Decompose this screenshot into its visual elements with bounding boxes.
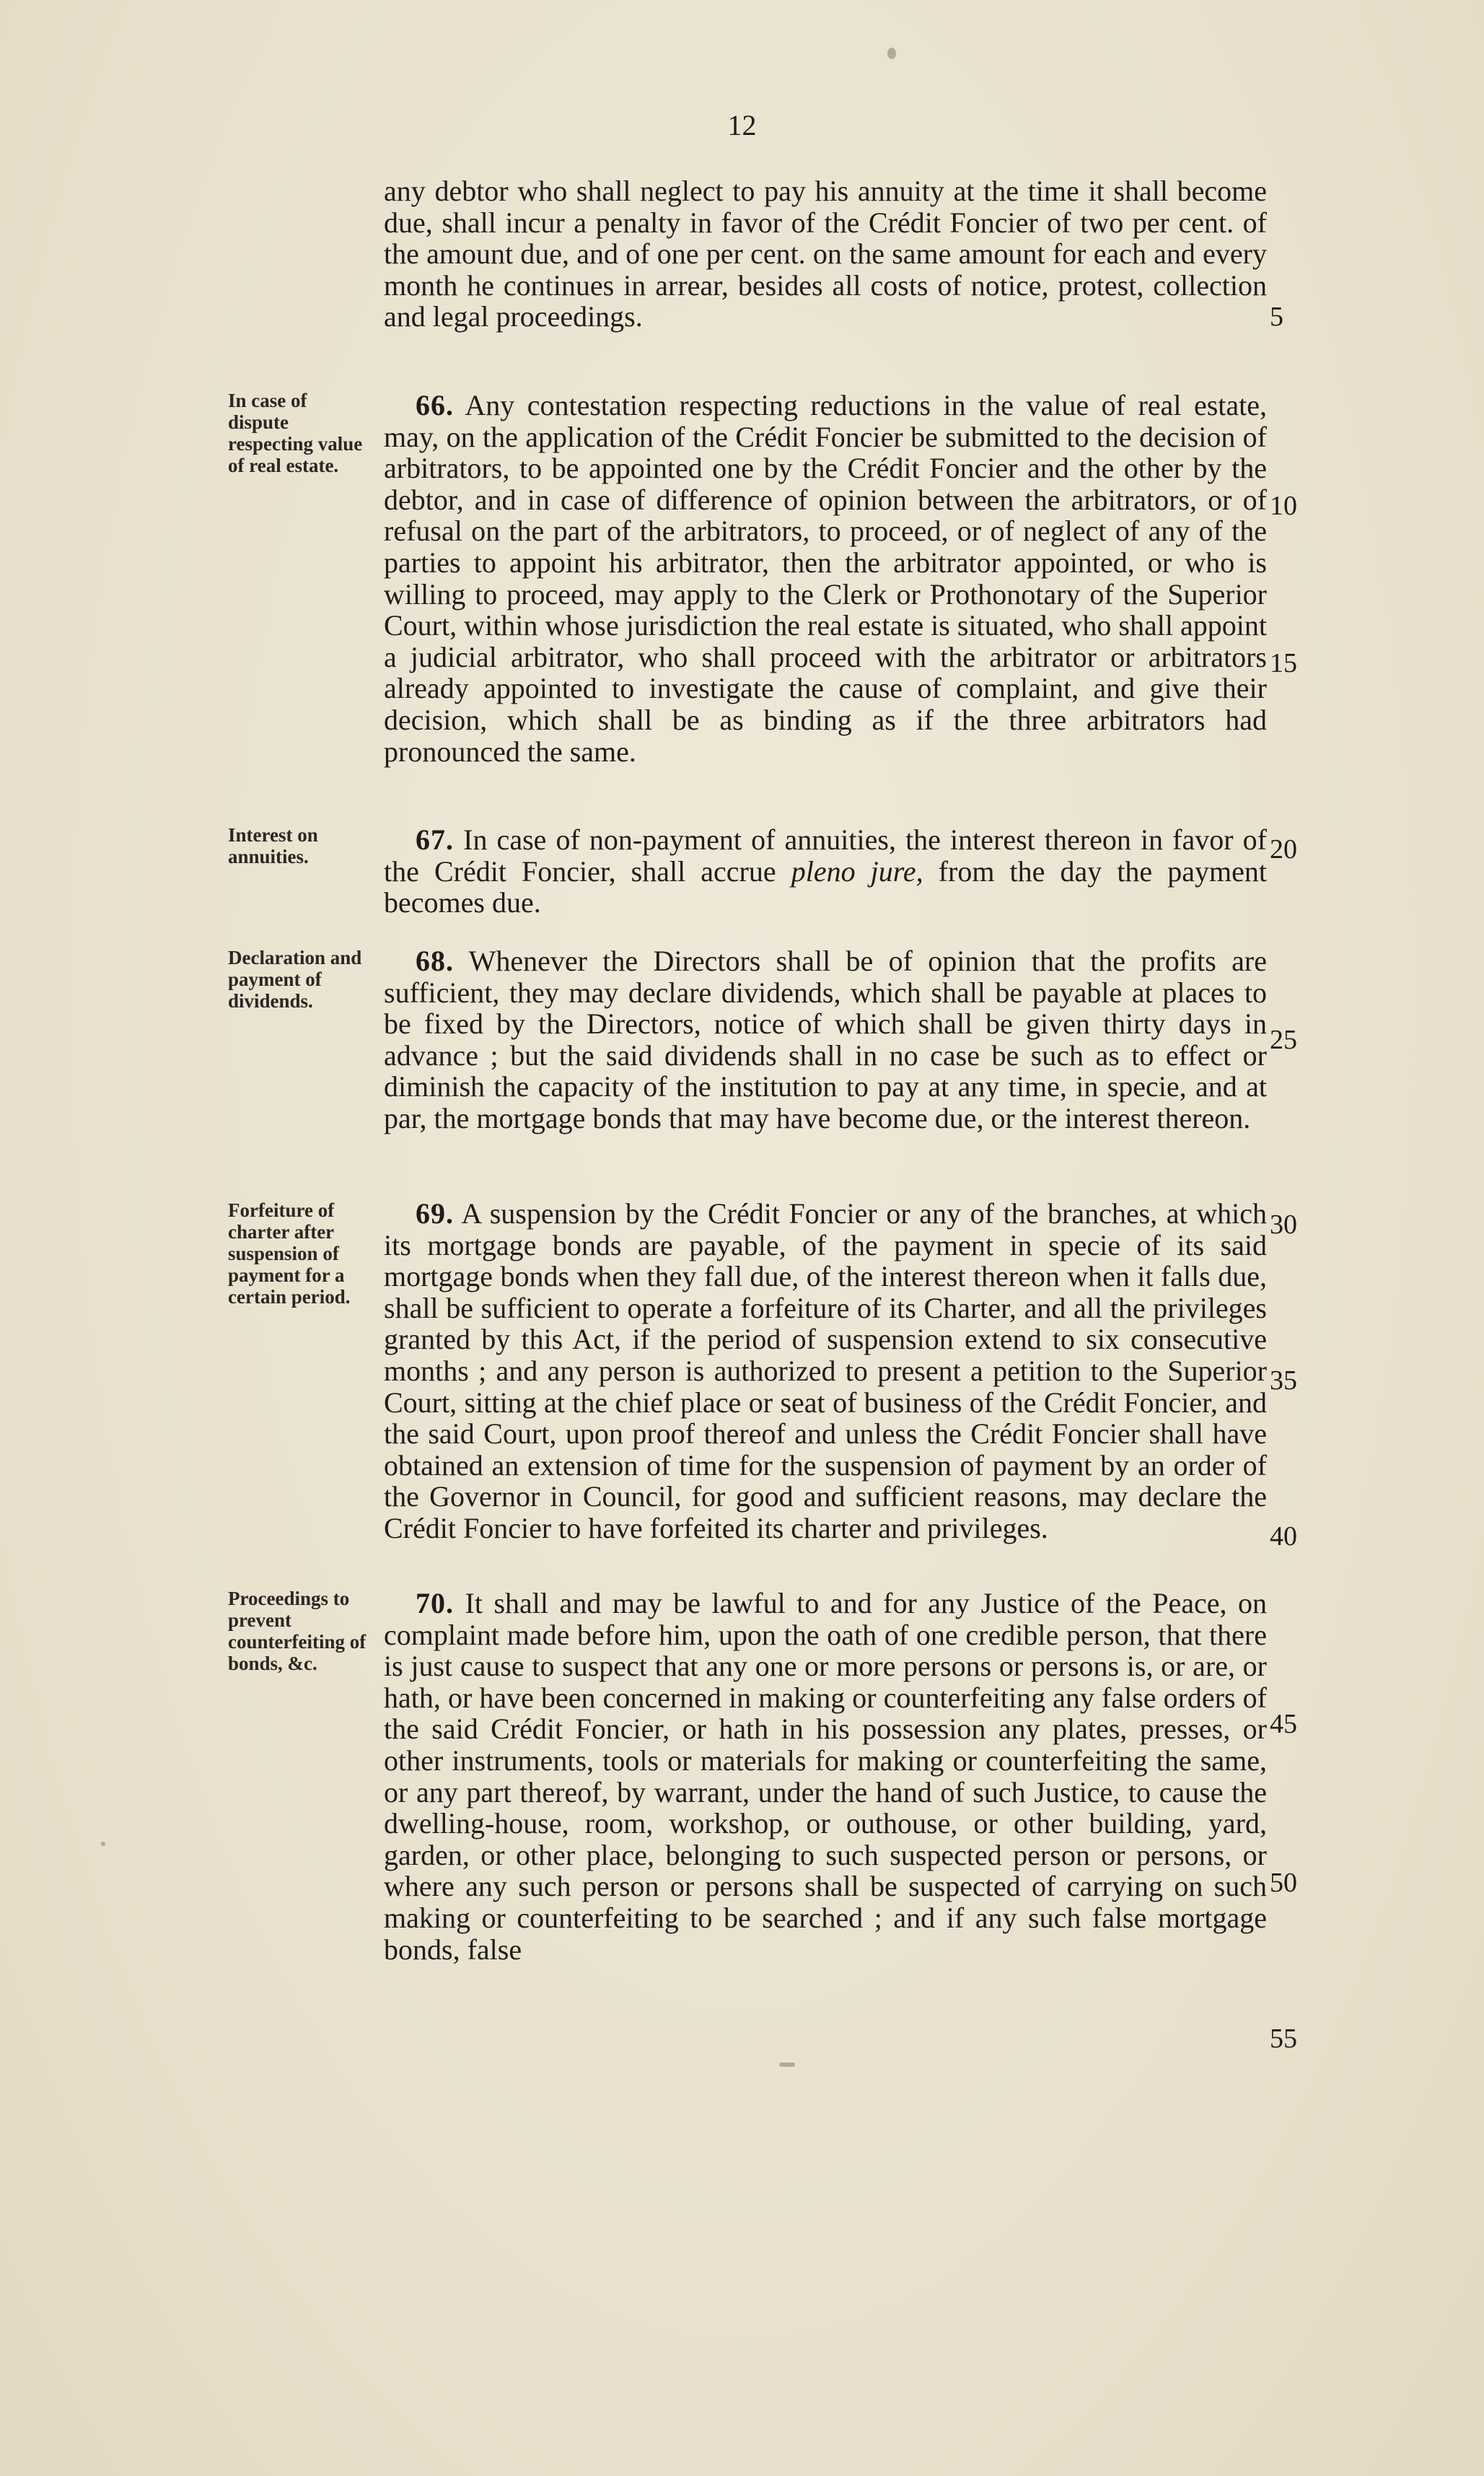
line-number-5: 5 (1270, 302, 1283, 332)
section-69 (384, 1198, 1267, 1544)
line-number-50: 50 (1270, 1868, 1297, 1898)
pleno-jure-italic: pleno jure, (791, 854, 923, 888)
paper-speck (101, 1842, 105, 1846)
section-text-66: Any contestation respecting reductions in the value of real estate, may, on the application of the Crédit Foncier be submitted to the decision of arbitrators, to be appointed one by the Crédit Foncier and the other by the debtor, and in case of difference of opinion between the arbitrators, or of refusal on the part of the arbitrators, to proceed, or of neglect of any of the parties to appoint his arbitrator, then the arbitrator appointed, or who is willing to proceed, may apply to the Clerk or Prothonotary of the Superior Court, within whose jurisdiction the real estate is situated, who shall appoint a judicial arbitrator, who shall proceed with the arbitrator or arbitrators already appointed to investigate the cause of complaint, and give their decision, which shall be as binding as if the three arbitrators had pronounced the same. (384, 389, 1267, 768)
section-text-68: Whenever the Directors shall be of opinion that the profits are sufficient, they may declare dividends, which shall be payable at places to be fixed by the Directors, notice of which shall be given thirty days in advance ; but the said dividends shall in no case be such as to effect or diminish the capacity of the institution to pay at any time, in specie, and at par, the mortgage bonds that may have become due, or the interest thereon. (384, 945, 1267, 1134)
paper-speck (887, 48, 896, 59)
section-66 (384, 390, 1267, 767)
section-67 (384, 824, 1267, 919)
line-number-10: 10 (1270, 491, 1297, 521)
margin-note-70: Proceedings to prevent counterfeiting of bonds, &c. (228, 1588, 366, 1674)
margin-note-68: Declaration and payment of dividends. (228, 947, 362, 1012)
paper-speck (779, 2062, 795, 2067)
section-number-66: 66. (416, 389, 454, 421)
section-number-68: 68. (416, 945, 454, 977)
section-text-67: In case of non-payment of annuities, the interest thereon in favor of the Crédit Foncier, shall accrue (384, 823, 1267, 888)
section-text-67-end: from the day the payment becomes due. (384, 854, 1267, 919)
section-number-69: 69. (416, 1197, 454, 1230)
line-number-20: 20 (1270, 834, 1297, 865)
section-number-67: 67. (416, 823, 454, 856)
section-text-70: It shall and may be lawful to and for any Justice of the Peace, on complaint made before him, upon the oath of one credible person, that there is just cause to suspect that any one or more persons or persons is, or are, or hath, or have been concerned in making or counterfeiting any false orders of the said Crédit Foncier, or hath in his possession any plates, presses, or other instruments, tools or materials for making or counterfeiting the same, or any part thereof, by warrant, under the hand of such Justice, to cause the dwelling-house, room, workshop, or outhouse, or other building, yard, garden, or other place, belonging to such suspected person or persons, or where any such person or persons shall be suspected of carrying on such making or counterfeiting to be searched ; and if any such false mortgage bonds, false (384, 1587, 1268, 1966)
page-number: 12 (727, 109, 757, 141)
line-number-55: 55 (1270, 2024, 1297, 2054)
continuation-paragraph: any debtor who shall neglect to pay his annuity at the time it shall become due, shall incur a penalty in favor of the Crédit Foncier of two per cent. of the amount due, and of one per cent. on the same amount for each and every month he continues in arrear, besides all costs of notice, protest, collection and legal proceedings. (384, 175, 1267, 333)
line-number-45: 45 (1270, 1709, 1297, 1739)
line-number-15: 15 (1270, 648, 1297, 678)
margin-note-67: Interest on annuities. (228, 824, 318, 867)
line-number-30: 30 (1270, 1209, 1297, 1240)
line-number-35: 35 (1270, 1365, 1297, 1396)
section-text-69: A suspension by the Crédit Foncier or any of the branches, at which its mortgage bonds are payable, of the payment in specie of its said mortgage bonds when they fall due, of the interest thereon when it falls due, shall be sufficient to operate a forfeiture of its Charter, and all the privileges granted by this Act, if the period of suspension extend to six consecutive months ; and any person is authorized to present a petition to the Superior Court, sitting at the chief place or seat of business of the Crédit Foncier, and the said Court, upon proof thereof and unless the Crédit Foncier shall have obtained an extension of time for the suspension of payment by an order of the Governor in Council, for good and sufficient reasons, may declare the Crédit Foncier to have forfeited its charter and privileges. (384, 1197, 1268, 1544)
margin-note-69: Forfeiture of charter after suspension of payment for a certain period. (228, 1199, 351, 1308)
section-70 (384, 1588, 1267, 1965)
line-number-40: 40 (1270, 1521, 1297, 1552)
line-number-25: 25 (1270, 1025, 1297, 1055)
section-number-70: 70. (416, 1587, 454, 1619)
margin-note-66: In case of dispute respecting value of real estate. (228, 390, 363, 476)
section-68 (384, 945, 1267, 1134)
